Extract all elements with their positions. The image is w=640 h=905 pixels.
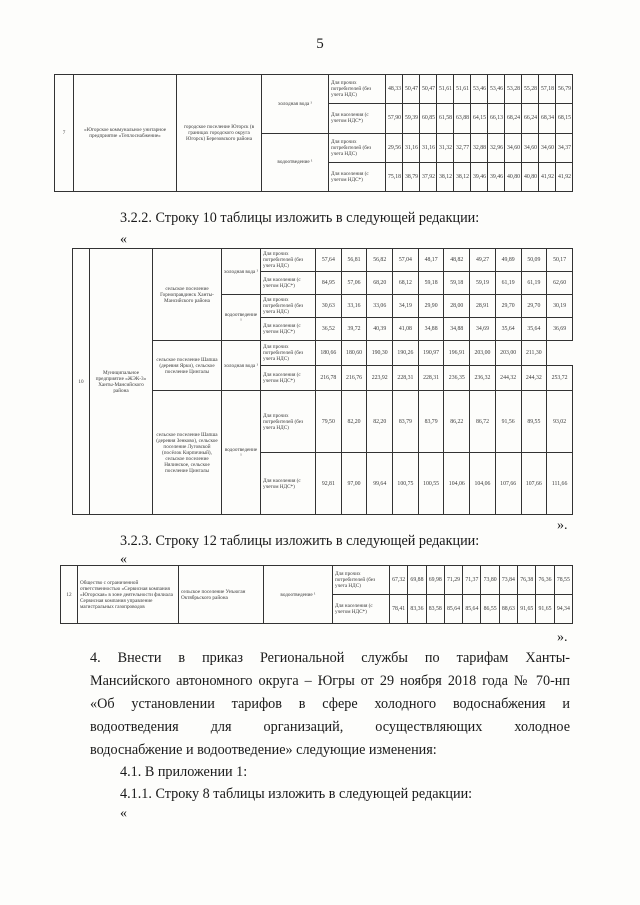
tariff-value: 39,72 [341, 318, 367, 341]
tariff-value: 83,79 [418, 391, 444, 453]
consumer-category: Для прочих потребителей (без учета НДС) [333, 566, 390, 595]
tariff-value: 73,80 [481, 566, 499, 595]
service-type: водоотведение ¹ [262, 133, 329, 192]
tariff-value: 190,97 [418, 341, 444, 366]
tariff-value: 86,22 [444, 391, 470, 453]
tariff-value: 91,56 [495, 391, 521, 453]
tariff-value: 68,12 [393, 272, 419, 295]
tariff-value: 41,92 [539, 162, 556, 191]
tariff-value: 57,04 [393, 249, 419, 272]
tariff-value: 92,81 [316, 453, 342, 515]
tariff-value: 50,47 [403, 75, 420, 104]
tariff-table-row-10 [72, 248, 573, 515]
consumer-category: Для населения (с учетом НДС*) [261, 272, 316, 295]
tariff-value: 82,20 [341, 391, 367, 453]
consumer-category: Для населения (с учетом НДС*) [329, 162, 386, 191]
tariff-value: 100,75 [393, 453, 419, 515]
tariff-value: 190,26 [393, 341, 419, 366]
tariff-value: 228,31 [418, 366, 444, 391]
tariff-value: 68,20 [367, 272, 393, 295]
tariff-value: 28,00 [444, 295, 470, 318]
territory-name: сельское поселение Горноправдинск Ханты-Мансийского района [153, 249, 222, 341]
paragraph-4-line-5: водоснабжение и водоотведение» следующие изменения: [90, 742, 437, 758]
paragraph-3-2-3: 3.2.3. Строку 12 таблицы изложить в следующей редакции: [120, 533, 480, 549]
tariff-value: 38,79 [403, 162, 420, 191]
tariff-value: 31,16 [420, 133, 437, 162]
consumer-category: Для населения (с учетом НДС*) [261, 318, 316, 341]
tariff-value: 253,72 [547, 366, 573, 391]
tariff-value: 91,65 [518, 595, 536, 624]
tariff-value: 34,88 [418, 318, 444, 341]
tariff-value: 53,46 [471, 75, 488, 104]
consumer-category: Для населения (с учетом НДС*) [329, 104, 386, 133]
tariff-value: 55,28 [522, 75, 539, 104]
consumer-category: Для прочих потребителей (без учета НДС) [329, 75, 386, 104]
tariff-value: 107,66 [495, 453, 521, 515]
tariff-value: 31,32 [437, 133, 454, 162]
tariff-value: 236,32 [470, 366, 496, 391]
tariff-value: 48,17 [418, 249, 444, 272]
row-number: 7 [55, 75, 74, 192]
tariff-value: 34,37 [556, 133, 573, 162]
tariff-value: 83,58 [426, 595, 444, 624]
consumer-category: Для населения (с учетом НДС*) [333, 595, 390, 624]
territory-name: сельское поселение Унъюган Октябрьского района [179, 566, 264, 624]
tariff-table-row-7 [54, 74, 573, 192]
tariff-value: 32,96 [488, 133, 505, 162]
tariff-value: 40,80 [505, 162, 522, 191]
consumer-category: Для прочих потребителей (без учета НДС) [261, 341, 316, 366]
tariff-value: 86,72 [470, 391, 496, 453]
tariff-value: 86,55 [481, 595, 499, 624]
tariff-value: 48,33 [386, 75, 403, 104]
tariff-value: 89,55 [521, 391, 547, 453]
tariff-value: 67,32 [390, 566, 408, 595]
tariff-value: 37,92 [420, 162, 437, 191]
tariff-value: 180,60 [341, 341, 367, 366]
tariff-value: 61,19 [495, 272, 521, 295]
tariff-value: 100,55 [418, 453, 444, 515]
tariff-value: 56,79 [556, 75, 573, 104]
service-type: водоотведение ¹ [264, 566, 333, 624]
tariff-value: 49,27 [470, 249, 496, 272]
tariff-value: 211,30 [521, 341, 547, 366]
tariff-value: 29,70 [495, 295, 521, 318]
tariff-value: 57,18 [539, 75, 556, 104]
territory-name: сельское поселение Шапша (деревня Ярки), сельское поселение Цингалы [153, 341, 222, 391]
tariff-value: 57,64 [316, 249, 342, 272]
tariff-value: 180,66 [316, 341, 342, 366]
tariff-value: 40,39 [367, 318, 393, 341]
tariff-value: 76,36 [536, 566, 554, 595]
tariff-value: 34,60 [522, 133, 539, 162]
tariff-value: 59,18 [444, 272, 470, 295]
tariff-value: 35,64 [495, 318, 521, 341]
tariff-value: 203,00 [470, 341, 496, 366]
tariff-value: 104,06 [470, 453, 496, 515]
tariff-value: 91,65 [536, 595, 554, 624]
paragraph-4-1-1: 4.1.1. Строку 8 таблицы изложить в следующей редакции: [120, 786, 473, 802]
service-type: холодная вода ¹ [262, 75, 329, 134]
tariff-value: 59,39 [403, 104, 420, 133]
service-type: холодная вода ¹ [222, 341, 261, 391]
tariff-value: 29,56 [386, 133, 403, 162]
tariff-value: 50,47 [420, 75, 437, 104]
organization-name: Общество с ограниченной ответственностью «Сервисная компания «Югорская» в зоне деятельности филиала Сервисная компания управление магистральных газопроводов [78, 566, 179, 624]
tariff-value: 93,02 [547, 391, 573, 453]
tariff-value: 31,16 [403, 133, 420, 162]
tariff-value: 34,88 [444, 318, 470, 341]
tariff-value: 82,20 [367, 391, 393, 453]
tariff-value: 78,41 [390, 595, 408, 624]
tariff-value: 83,36 [408, 595, 426, 624]
organization-name: Муниципальное предприятие «ЖЭК-3» Ханты-Мансийского района [90, 249, 153, 515]
tariff-value: 32,77 [454, 133, 471, 162]
tariff-value: 111,66 [547, 453, 573, 515]
consumer-category: Для населения (с учетом НДС*) [261, 453, 316, 515]
row-number: 12 [61, 566, 78, 624]
tariff-value: 50,09 [521, 249, 547, 272]
tariff-value: 38,12 [437, 162, 454, 191]
tariff-value: 30,63 [316, 295, 342, 318]
territory-name: сельское поселение Шапша (деревня Зенково), сельское поселение Луговской (посёлок Кирпичный), сельское поселение Нялинское, сельское поселение Цингалы [153, 391, 222, 515]
tariff-value: 107,66 [521, 453, 547, 515]
quote-open-2: « [120, 552, 127, 567]
tariff-value: 63,88 [454, 104, 471, 133]
tariff-value: 88,63 [499, 595, 517, 624]
tariff-value: 40,80 [522, 162, 539, 191]
tariff-value: 71,37 [463, 566, 481, 595]
tariff-value: 203,00 [495, 341, 521, 366]
territory-name: городское поселение Югорск (в границах городского округа Югорск) Березовского района [177, 75, 262, 192]
tariff-value: 83,79 [393, 391, 419, 453]
tariff-value: 64,15 [471, 104, 488, 133]
paragraph-4-line-3: «Об установлении тарифов в сфере холодного водоснабжения и [90, 696, 570, 712]
tariff-value: 29,90 [418, 295, 444, 318]
tariff-value: 33,06 [367, 295, 393, 318]
tariff-value: 61,58 [437, 104, 454, 133]
tariff-value: 85,64 [463, 595, 481, 624]
page-number: 5 [316, 36, 324, 52]
consumer-category: Для прочих потребителей (без учета НДС) [329, 133, 386, 162]
tariff-value: 61,19 [521, 272, 547, 295]
row-number: 10 [73, 249, 90, 515]
tariff-value: 244,32 [495, 366, 521, 391]
consumer-category: Для прочих потребителей (без учета НДС) [261, 249, 316, 272]
tariff-value: 57,90 [386, 104, 403, 133]
tariff-value: 39,46 [488, 162, 505, 191]
tariff-value: 85,64 [444, 595, 462, 624]
tariff-value: 223,92 [367, 366, 393, 391]
service-type: холодная вода ¹ [222, 249, 261, 295]
tariff-value: 66,13 [488, 104, 505, 133]
tariff-value: 73,84 [499, 566, 517, 595]
tariff-value: 104,06 [444, 453, 470, 515]
tariff-value: 68,24 [505, 104, 522, 133]
paragraph-4-1: 4.1. В приложении 1: [120, 764, 248, 780]
tariff-value: 71,29 [444, 566, 462, 595]
tariff-value: 50,17 [547, 249, 573, 272]
tariff-value: 216,76 [341, 366, 367, 391]
tariff-value: 34,60 [539, 133, 556, 162]
tariff-value: 34,19 [393, 295, 419, 318]
tariff-value: 76,38 [518, 566, 536, 595]
consumer-category: Для прочих потребителей (без учета НДС) [261, 295, 316, 318]
tariff-value: 51,61 [454, 75, 471, 104]
organization-name: «Югорское коммунальное унитарное предприятие «Теплоснабжение» [74, 75, 177, 192]
tariff-value: 196,91 [444, 341, 470, 366]
tariff-value: 41,08 [393, 318, 419, 341]
tariff-value: 75,18 [386, 162, 403, 191]
tariff-value: 68,15 [556, 104, 573, 133]
tariff-value: 48,82 [444, 249, 470, 272]
consumer-category: Для населения (с учетом НДС*) [261, 366, 316, 391]
tariff-value: 35,64 [521, 318, 547, 341]
tariff-value: 60,85 [420, 104, 437, 133]
tariff-value: 57,06 [341, 272, 367, 295]
quote-close-1: ». [557, 518, 568, 533]
tariff-value: 39,46 [471, 162, 488, 191]
tariff-value: 66,24 [522, 104, 539, 133]
consumer-category: Для прочих потребителей (без учета НДС) [261, 391, 316, 453]
tariff-value: 69,88 [408, 566, 426, 595]
tariff-value: 49,89 [495, 249, 521, 272]
tariff-value: 62,60 [547, 272, 573, 295]
tariff-value: 34,69 [470, 318, 496, 341]
tariff-value: 56,81 [341, 249, 367, 272]
tariff-value: 190,30 [367, 341, 393, 366]
tariff-value: 29,70 [521, 295, 547, 318]
quote-open-1: « [120, 232, 127, 247]
tariff-value: 236,35 [444, 366, 470, 391]
tariff-value: 59,19 [470, 272, 496, 295]
tariff-value: 36,69 [547, 318, 573, 341]
paragraph-3-2-2: 3.2.2. Строку 10 таблицы изложить в следующей редакции: [120, 210, 480, 226]
tariff-value: 69,98 [426, 566, 444, 595]
tariff-value: 36,52 [316, 318, 342, 341]
tariff-value: 38,12 [454, 162, 471, 191]
tariff-value: 53,46 [488, 75, 505, 104]
tariff-value: 30,19 [547, 295, 573, 318]
tariff-value: 84,95 [316, 272, 342, 295]
service-type: водоотведение ¹ [222, 391, 261, 515]
tariff-value: 33,16 [341, 295, 367, 318]
tariff-value: 97,00 [341, 453, 367, 515]
service-type: водоотведение ¹ [222, 295, 261, 341]
tariff-value: 94,34 [554, 595, 572, 624]
tariff-table-row-12 [60, 565, 573, 624]
tariff-value: 41,92 [556, 162, 573, 191]
tariff-value: 244,32 [521, 366, 547, 391]
tariff-value: 68,34 [539, 104, 556, 133]
tariff-value: 59,18 [418, 272, 444, 295]
tariff-value: 78,55 [554, 566, 572, 595]
paragraph-4-line-4: водоотведения для организаций, осуществляющих холодное [90, 719, 570, 735]
tariff-value: 99,64 [367, 453, 393, 515]
tariff-value: 228,31 [393, 366, 419, 391]
tariff-value: 216,78 [316, 366, 342, 391]
quote-close-2: ». [557, 630, 568, 645]
tariff-value: 51,61 [437, 75, 454, 104]
quote-open-3: « [120, 806, 127, 821]
tariff-value: 28,91 [470, 295, 496, 318]
tariff-value: 34,60 [505, 133, 522, 162]
tariff-value: 56,82 [367, 249, 393, 272]
tariff-value: 53,28 [505, 75, 522, 104]
paragraph-4-line-1: 4. Внести в приказ Региональной службы по тарифам Ханты- [90, 650, 570, 666]
tariff-value: 79,50 [316, 391, 342, 453]
paragraph-4-line-2: Мансийского автономного округа – Югры от 29 ноября 2018 года № 70-нп [90, 673, 570, 689]
tariff-value: 32,88 [471, 133, 488, 162]
